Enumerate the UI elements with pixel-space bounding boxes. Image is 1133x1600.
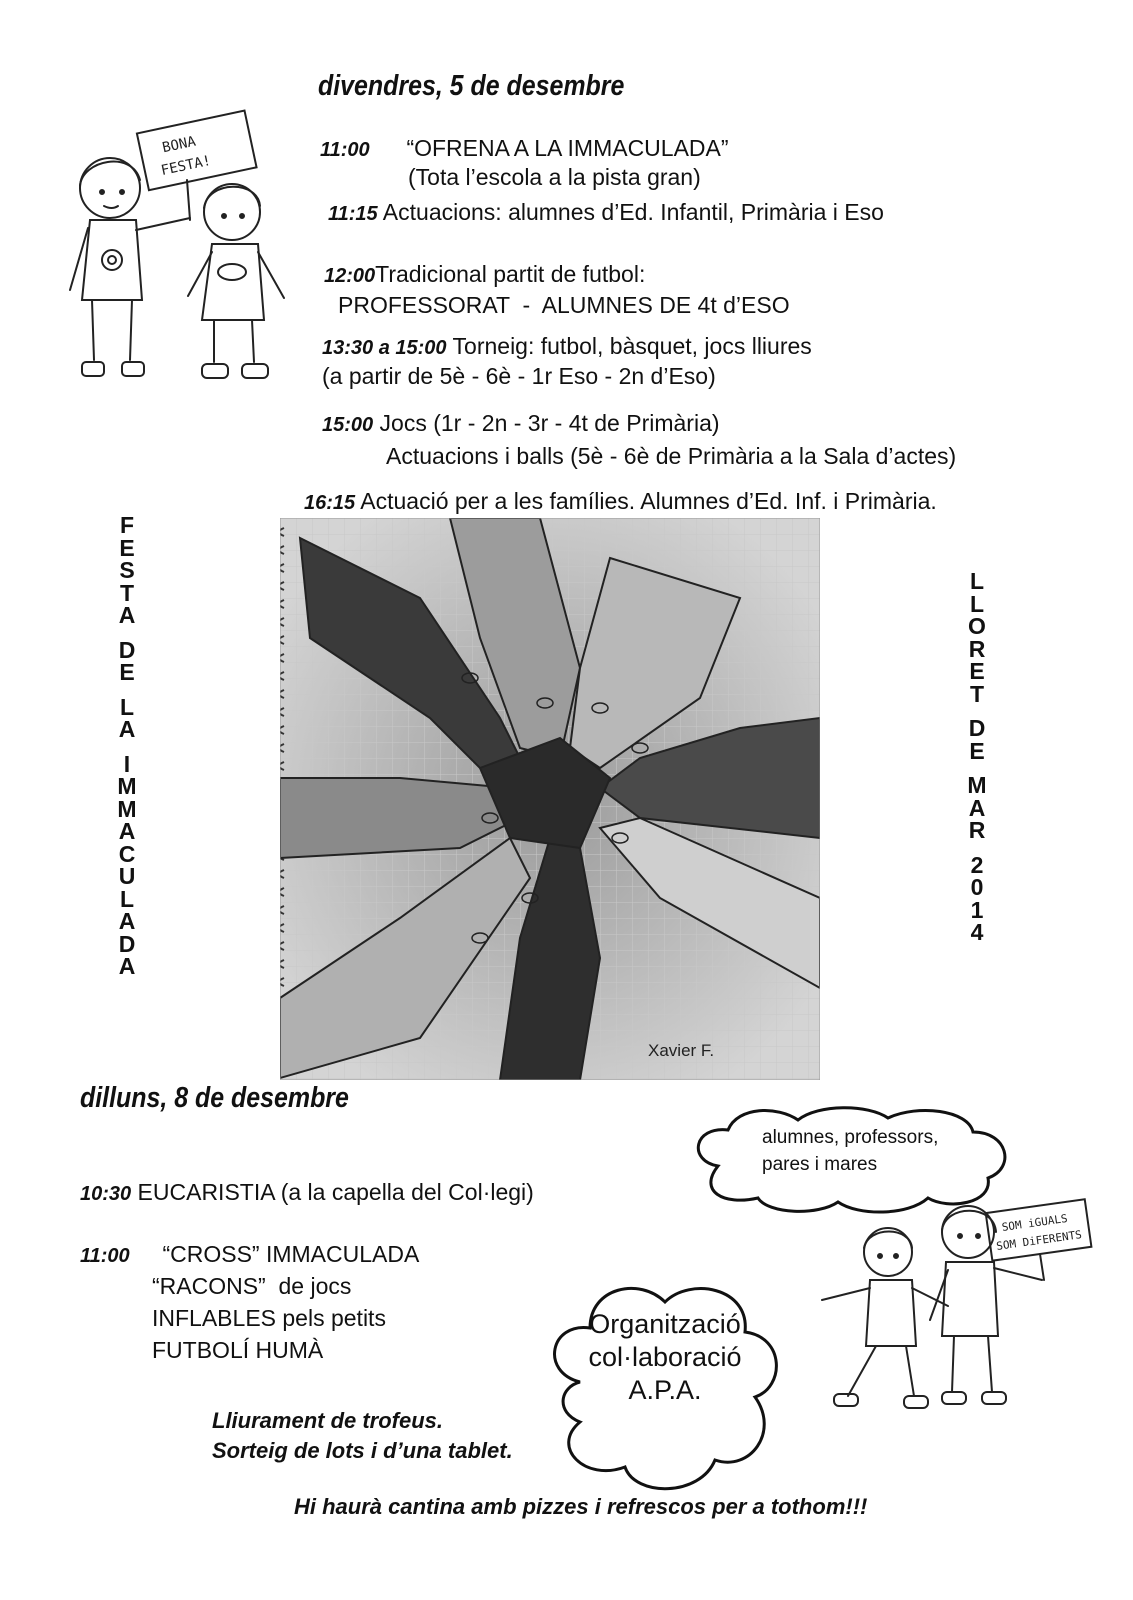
vertical-letter: U — [118, 863, 136, 889]
closing-line: Sorteig de lots i d’una tablet. — [212, 1438, 513, 1463]
schedule-time: 15:00 — [322, 414, 374, 436]
festa-immaculada-vertical-title — [112, 514, 142, 978]
vertical-letter: E — [969, 737, 985, 764]
schedule-text: EUCARISTIA (a la capella del Col·legi) — [137, 1179, 534, 1205]
schedule-text: “OFRENA A LA IMMACULADA” — [406, 135, 729, 161]
schedule-time: 11:00 — [320, 139, 370, 161]
vertical-letter: I — [123, 750, 131, 777]
kids-bona-festa-drawing — [52, 100, 312, 400]
vertical-letter: E — [969, 658, 985, 684]
schedule-time: 16:15 — [304, 492, 356, 514]
organization-line: col·laboració — [588, 1342, 742, 1372]
vertical-letter: M — [117, 773, 137, 799]
vertical-letter: T — [969, 680, 985, 707]
cloud-small-line: pares i mares — [762, 1154, 878, 1175]
lloret-de-mar-vertical-title — [962, 570, 992, 944]
schedule-row — [322, 409, 720, 439]
schedule-time: 11:15 — [328, 203, 378, 225]
vertical-letter: A — [118, 908, 136, 934]
organization-text — [560, 1308, 770, 1407]
schedule-row — [80, 1178, 534, 1208]
schedule-text: Actuacions: alumnes d’Ed. Infantil, Primària i Eso — [382, 199, 884, 225]
vertical-letter: C — [118, 840, 136, 867]
schedule-row — [408, 163, 701, 191]
vertical-letter: D — [968, 715, 986, 741]
sign-bottom-line2: SOM DiFERENTS — [995, 1228, 1083, 1253]
schedule-text: Torneig: futbol, bàsquet, jocs lliures — [452, 333, 812, 359]
vertical-letter: D — [118, 930, 136, 957]
vertical-letter: M — [117, 795, 137, 822]
schedule-text: FUTBOLÍ HUMÀ — [152, 1337, 324, 1363]
vertical-letter: 4 — [970, 919, 984, 945]
schedule-row — [322, 332, 812, 362]
schedule-time: 12:00 — [324, 265, 376, 287]
cloud-small-text — [762, 1124, 938, 1178]
schedule-time: 11:00 — [80, 1245, 130, 1267]
organization-line: Organització — [589, 1309, 741, 1339]
vertical-letter: R — [968, 817, 986, 843]
schedule-row — [320, 134, 729, 164]
vertical-letter: D — [118, 636, 136, 663]
organization-line: A.P.A. — [628, 1375, 702, 1405]
schedule-text: INFLABLES pels petits — [152, 1305, 386, 1331]
schedule-text: Tradicional partit de futbol: — [375, 261, 646, 287]
schedule-text: “CROSS” IMMACULADA — [162, 1241, 420, 1267]
vertical-letter: A — [118, 716, 136, 742]
cloud-small-line: alumnes, professors, — [762, 1127, 939, 1148]
vertical-letter: 1 — [970, 896, 984, 923]
vertical-letter: E — [119, 534, 135, 561]
schedule-row — [304, 487, 937, 517]
closing-final-line: Hi haurà cantina amb pizzes i refrescos per a tothom!!! — [294, 1494, 868, 1519]
kids-som-iguals-drawing — [818, 1196, 1098, 1446]
vertical-letter: A — [118, 602, 136, 628]
vertical-letter: O — [968, 613, 986, 639]
schedule-text: “RACONS” de jocs — [152, 1273, 352, 1299]
schedule-row — [386, 442, 956, 470]
vertical-letter: T — [119, 579, 135, 606]
vertical-letter: L — [119, 693, 135, 720]
schedule-text: (a partir de 5è - 6è - 1r Eso - 2n d’Eso) — [322, 363, 716, 389]
sign-bottom-line1: SOM iGUALS — [1000, 1211, 1069, 1234]
vertical-letter: E — [119, 659, 135, 685]
schedule-text: Actuacions i balls (5è - 6è de Primària a la Sala d’actes) — [386, 443, 957, 469]
schedule-time: 13:30 a 15:00 — [322, 337, 447, 359]
friday-heading: divendres, 5 de desembre — [318, 70, 625, 102]
vertical-letter: M — [967, 772, 987, 798]
vertical-letter: S — [119, 557, 135, 583]
vertical-letter: L — [969, 590, 985, 617]
vertical-letter: R — [968, 635, 986, 662]
schedule-row — [328, 198, 884, 228]
schedule-time: 10:30 — [80, 1183, 132, 1205]
closing-line: Lliurament de trofeus. — [212, 1408, 444, 1433]
sign-text-line1: BONA — [160, 133, 198, 157]
vertical-letter: L — [119, 885, 135, 912]
schedule-row — [152, 1304, 386, 1332]
vertical-letter: L — [969, 568, 985, 594]
vertical-letter: F — [119, 512, 135, 538]
sign-text-line2: FESTA! — [159, 152, 213, 180]
vertical-letter: A — [118, 953, 136, 979]
schedule-row — [152, 1336, 323, 1364]
schedule-row — [324, 260, 645, 290]
schedule-row — [322, 362, 716, 390]
monday-heading: dilluns, 8 de desembre — [80, 1082, 349, 1114]
vertical-letter: A — [968, 794, 986, 821]
vertical-letter: 2 — [970, 851, 984, 878]
schedule-text: (Tota l’escola a la pista gran) — [408, 164, 701, 190]
hands-drawing — [280, 518, 820, 1080]
schedule-row — [338, 291, 790, 319]
drawing-signature: Xavier F. — [648, 1041, 715, 1060]
schedule-row — [152, 1272, 351, 1300]
schedule-text: Jocs (1r - 2n - 3r - 4t de Primària) — [379, 410, 720, 436]
schedule-text: PROFESSORAT - ALUMNES DE 4t d’ESO — [338, 292, 790, 318]
schedule-text: Actuació per a les famílies. Alumnes d’Ed. Inf. i Primària. — [360, 488, 937, 514]
schedule-row — [80, 1240, 419, 1270]
vertical-letter: 0 — [970, 874, 984, 900]
vertical-letter: A — [118, 818, 136, 844]
